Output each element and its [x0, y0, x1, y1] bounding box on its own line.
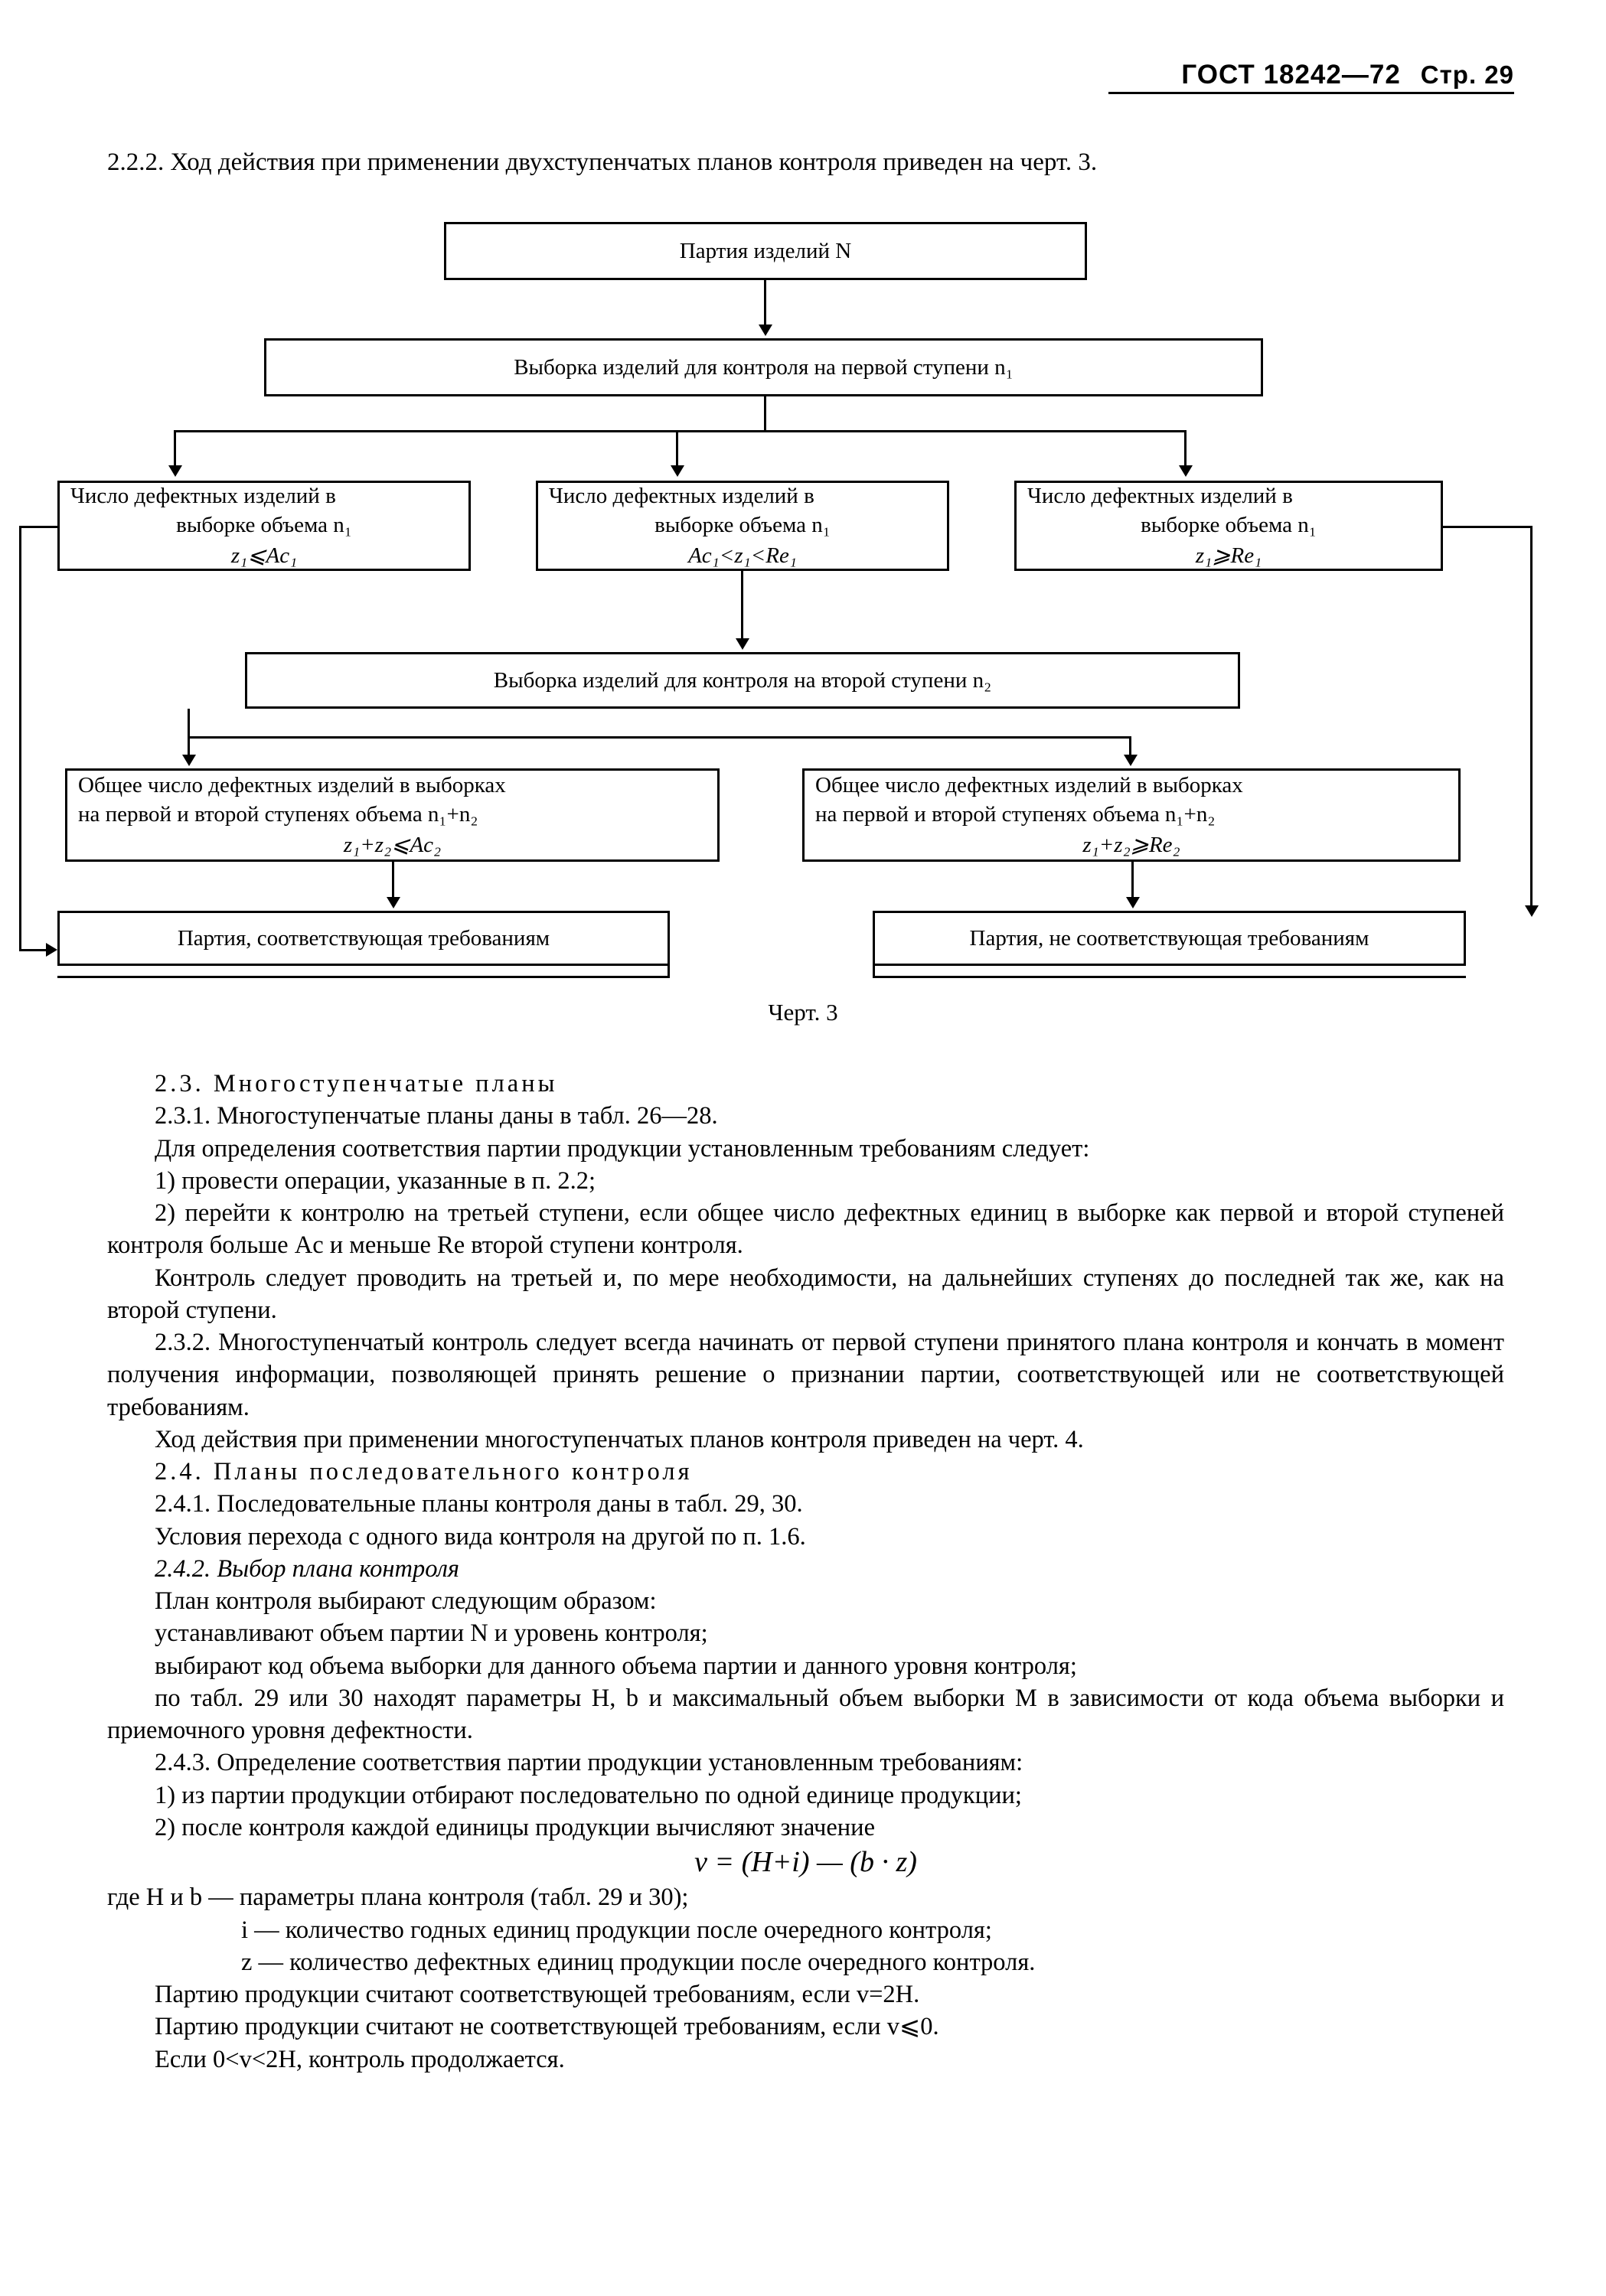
- connector-result-accept-bottom: [57, 976, 670, 978]
- flowchart-chert-3: [0, 222, 1606, 1033]
- arrow-to-branch-continue: [671, 465, 684, 477]
- para-po-tabl: по табл. 29 или 30 находят параметры H, b и максимальный объем выборки M в зависимости от кода объема выборки и приемочного уровня дефектности.: [107, 1684, 1504, 1744]
- node-branch-reject-formula: z₁⩾Re₁: [1195, 543, 1262, 569]
- heading-2-3: 2.3. Многоступенчатые планы: [155, 1070, 558, 1097]
- connector-total-reject-to-result: [1131, 862, 1134, 900]
- node-total-reject-line1: Общее число дефектных изделий в выборках: [815, 772, 1243, 797]
- connector-result-reject-bottom: [873, 976, 1466, 978]
- standard-number: ГОСТ 18242—72: [1181, 60, 1401, 90]
- heading-2-4: 2.4. Планы последовательного контроля: [155, 1458, 693, 1486]
- para-2-4-1: 2.4.1. Последовательные планы контроля даны в табл. 29, 30.: [155, 1490, 803, 1518]
- node-total-reject: [802, 768, 1461, 862]
- arrow-total-reject-to-result: [1126, 897, 1140, 908]
- para-vybirayut-kod: выбирают код объема выборки для данного объема партии и данного уровня контроля;: [155, 1652, 1077, 1680]
- node-result-reject-label: Партия, не соответствующая требованиям: [969, 925, 1369, 951]
- definition-H-b: где H и b — параметры плана контроля (табл. 29 и 30);: [107, 1883, 689, 1912]
- list-item-1: 1) провести операции, указанные в п. 2.2;: [155, 1166, 596, 1195]
- connector-stage1-to-branch3: [1184, 430, 1187, 468]
- arrow-stage2-to-total-reject: [1124, 755, 1138, 766]
- arrow-accept-into-result: [46, 943, 57, 957]
- connector-stage1-to-branch1: [174, 430, 176, 468]
- node-branch-accept: [57, 481, 471, 571]
- connector-reject-right-out: [1443, 526, 1533, 528]
- arrow-continue-to-stage2: [736, 638, 749, 650]
- node-total-accept: [65, 768, 720, 862]
- node-branch-accept-formula: z₁⩽Ac₁: [230, 543, 298, 569]
- node-total-accept-formula: z₁+z₂⩽Ac₂: [343, 833, 442, 858]
- page-number: Стр. 29: [1420, 60, 1514, 89]
- node-total-reject-line2: на первой и второй ступенях объема n₁+n₂: [815, 801, 1216, 827]
- list-item-3: 1) из партии продукции отбирают последовательно по одной единице продукции;: [155, 1781, 1022, 1809]
- connector-accept-left-down: [19, 526, 21, 951]
- node-total-accept-line1: Общее число дефектных изделий в выборках: [78, 772, 506, 797]
- connector-stage2-stem-left: [188, 709, 190, 736]
- figure-caption: Черт. 3: [768, 999, 838, 1026]
- node-branch-accept-line1: Число дефектных изделий в: [70, 483, 336, 508]
- connector-stage2-bus: [188, 736, 1129, 739]
- connector-stage1-to-branch2: [676, 430, 678, 468]
- arrow-reject-into-result: [1525, 905, 1539, 917]
- intro-paragraph: 2.2.2. Ход действия при применении двухступенчатых планов контроля приведен на черт. 3.: [107, 148, 1098, 176]
- node-stage2-sample: [245, 652, 1240, 709]
- para-2-3-1: 2.3.1. Многоступенчатые планы даны в табл. 26—28.: [155, 1102, 718, 1130]
- node-branch-reject-line2: выборке объема n₁: [1141, 512, 1317, 537]
- para-ustanavlivayut: устанавливают объем партии N и уровень контроля;: [155, 1619, 708, 1648]
- para-plan-vybirayut: План контроля выбирают следующим образом:: [155, 1587, 657, 1615]
- para-2-3-2: 2.3.2. Многоступенчатый контроль следует всегда начинать от первой ступени принятого плана контроля и кончать в момент получения информации, позволяющей принять решение о признании партии, соответствующей или не соответствующей требованиям.: [107, 1329, 1504, 1421]
- arrow-lot-to-stage1: [759, 325, 772, 336]
- para-accept-criterion: Партию продукции считают соответствующей требованиям, если v=2H.: [155, 1981, 920, 2009]
- header-rule: [1108, 92, 1514, 94]
- para-opredelenie: Для определения соответствия партии продукции установленным требованиям следует:: [155, 1134, 1090, 1163]
- node-result-reject: [873, 911, 1466, 966]
- node-branch-continue: [536, 481, 949, 571]
- node-stage1-sample: [264, 338, 1263, 396]
- para-2-4-3: 2.4.3. Определение соответствия партии продукции установленным требованиям:: [155, 1749, 1023, 1777]
- connector-stage1-bus: [174, 430, 1187, 432]
- node-branch-reject: [1014, 481, 1443, 571]
- heading-2-4-2: 2.4.2. Выбор плана контроля: [155, 1554, 459, 1583]
- arrow-to-branch-accept: [168, 465, 182, 477]
- para-usloviya: Условия перехода с одного вида контроля на другой по п. 1.6.: [155, 1522, 806, 1551]
- node-total-accept-line2: на первой и второй ступенях объема n₁+n₂: [78, 801, 478, 827]
- node-branch-continue-formula: Ac₁<z₁<Re₁: [688, 543, 797, 569]
- connector-result-accept-bottom-tick: [668, 957, 670, 978]
- node-stage1-sample-label: Выборка изделий для контроля на первой ступени n₁: [514, 354, 1014, 380]
- connector-lot-to-stage1: [764, 280, 766, 328]
- para-kontrol: Контроль следует проводить на третьей и, по мере необходимости, на дальнейших ступенях до последней так же, как на второй ступени.: [107, 1264, 1504, 1324]
- arrow-total-accept-to-result: [387, 897, 400, 908]
- para-hod-deystviya: Ход действия при применении многоступенчатых планов контроля приведен на черт. 4.: [155, 1425, 1084, 1453]
- connector-stage1-stem: [764, 396, 766, 432]
- formula-definitions: [107, 1881, 1504, 1978]
- connector-result-reject-bottom-tick: [873, 957, 875, 978]
- definition-z: z — количество дефектных единиц продукции после очередного контроля.: [241, 1948, 1036, 1976]
- arrow-stage2-to-total-accept: [182, 755, 196, 766]
- connector-accept-left-out: [19, 526, 59, 528]
- node-branch-reject-line1: Число дефектных изделий в: [1027, 483, 1293, 508]
- node-lot: [444, 222, 1087, 280]
- node-branch-continue-line1: Число дефектных изделий в: [549, 483, 814, 508]
- formula-v: v = (H+i) — (b · z): [694, 1846, 917, 1878]
- list-item-2: 2) перейти к контролю на третьей ступени, если общее число дефектных единиц в выборке как первой и второй ступеней контроля больше Ac и меньше Re второй ступени контроля.: [107, 1199, 1504, 1260]
- connector-accept-left-in: [19, 949, 50, 951]
- body-text: [107, 1068, 1504, 2076]
- node-result-accept: [57, 911, 670, 966]
- para-reject-criterion: Партию продукции считают не соответствующей требованиям, если v⩽0.: [155, 2013, 939, 2041]
- list-item-4: 2) после контроля каждой единицы продукции вычисляют значение: [155, 1813, 875, 1841]
- para-continue-criterion: Если 0<v<2H, контроль продолжается.: [155, 2045, 565, 2073]
- node-total-reject-formula: z₁+z₂⩾Re₂: [1082, 833, 1180, 858]
- node-branch-accept-line2: выборке объема n₁: [176, 512, 352, 537]
- node-lot-label: Партия изделий N: [679, 238, 852, 263]
- arrow-to-branch-reject: [1179, 465, 1193, 477]
- page-header: [1181, 60, 1514, 90]
- connector-continue-to-stage2: [741, 571, 743, 641]
- node-branch-continue-line2: выборке объема n₁: [654, 512, 831, 537]
- definition-i: i — количество годных единиц продукции после очередного контроля;: [241, 1916, 992, 1944]
- connector-reject-right-down: [1530, 526, 1533, 908]
- node-result-accept-label: Партия, соответствующая требованиям: [177, 925, 550, 951]
- node-stage2-sample-label: Выборка изделий для контроля на второй ступени n₂: [493, 667, 992, 693]
- connector-total-accept-to-result: [392, 862, 394, 900]
